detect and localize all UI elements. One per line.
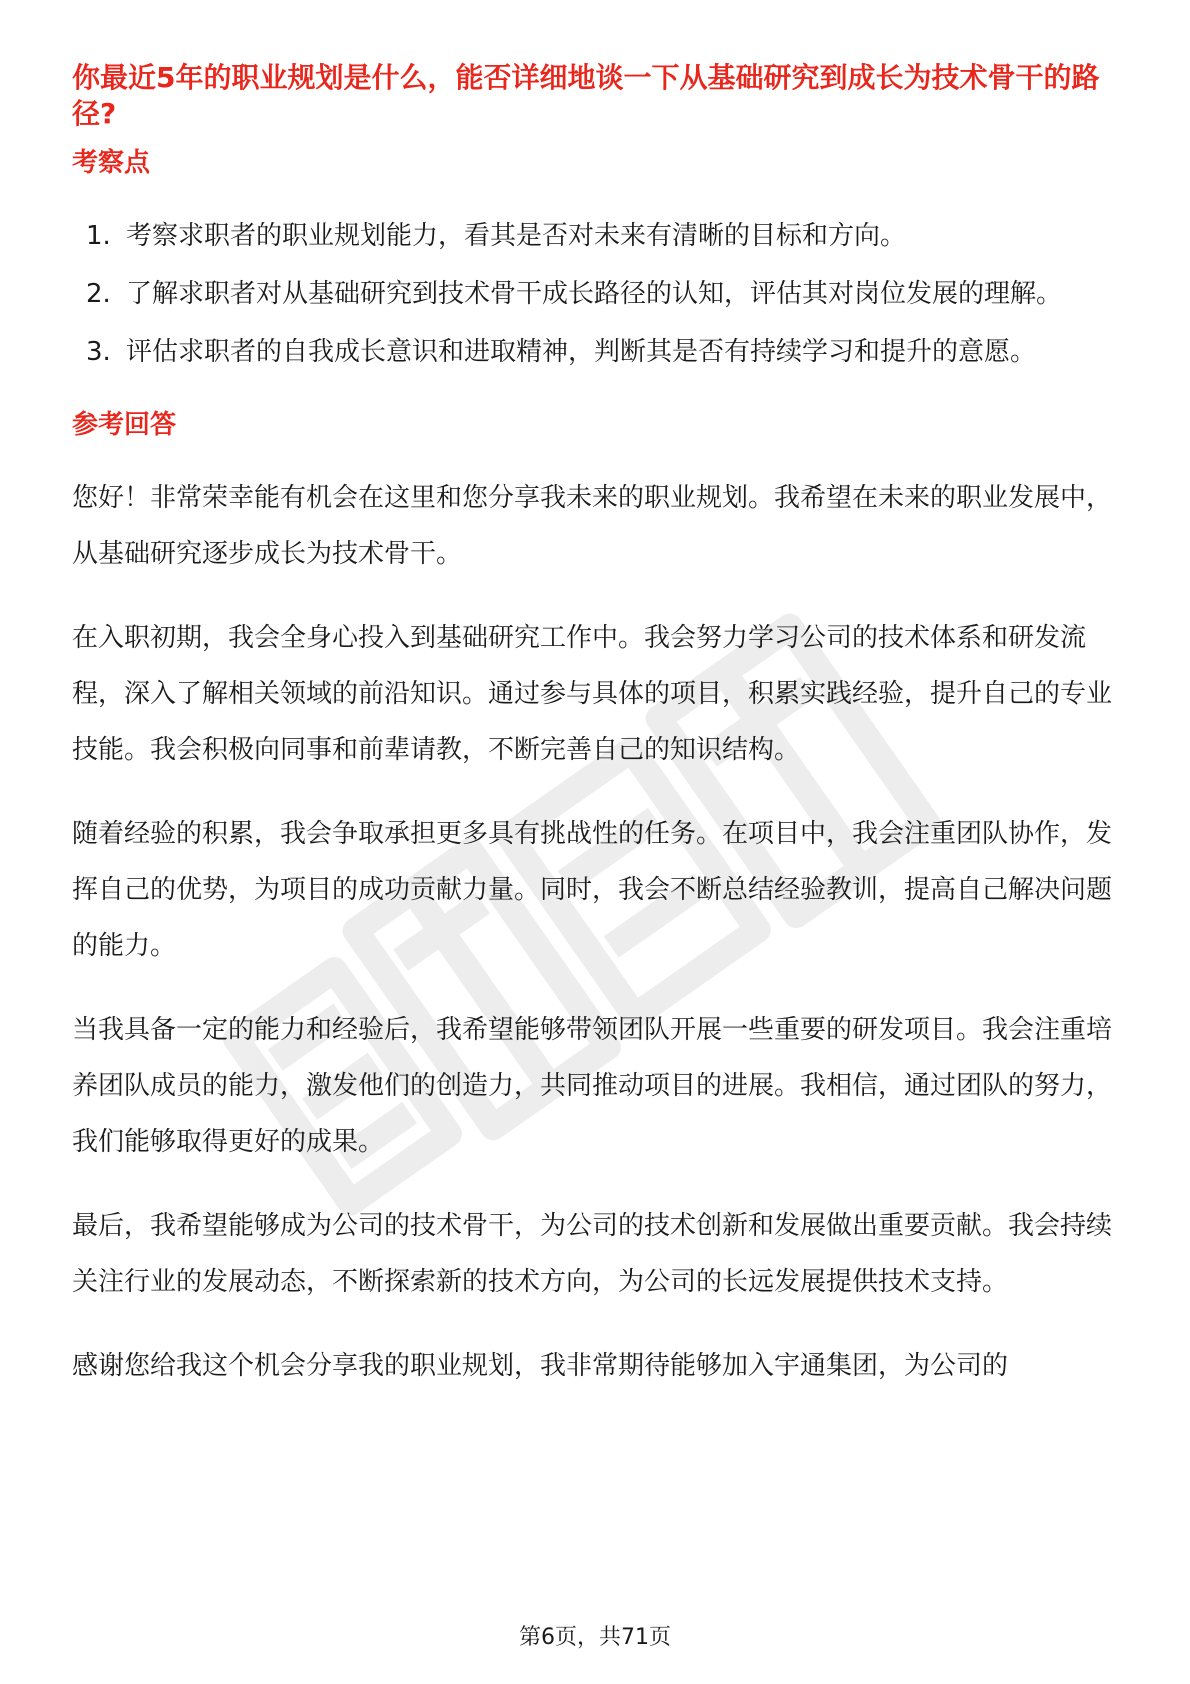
page-number-footer: 第6页，共71页 — [519, 1625, 671, 1650]
list-item-text: 考察求职者的职业规划能力，看其是否对未来有清晰的目标和方向。 — [126, 221, 907, 251]
list-item — [72, 266, 1122, 322]
document-content — [72, 60, 1122, 1422]
question-heading: 你最近5年的职业规划是什么，能否详细地谈一下从基础研究到成长为技术骨干的路径? — [72, 61, 1100, 130]
answer-paragraph: 在入职初期，我会全身心投入到基础研究工作中。我会努力学习公司的技术体系和研发流程，深入了解相关领域的前沿知识。通过参与具体的项目，积累实践经验，提升自己的专业技能。我会积极向同事和前辈请教，不断完善自己的知识结构。 — [72, 623, 1113, 765]
list-item-number: 2. — [86, 279, 111, 309]
answer-section-title: 参考回答 — [72, 410, 177, 440]
answer-paragraph: 随着经验的积累，我会争取承担更多具有挑战性的任务。在项目中，我会注重团队协作，发挥自己的优势，为项目的成功贡献力量。同时，我会不断总结经验教训，提高自己解决问题的能力。 — [72, 819, 1113, 961]
focus-points-list — [72, 208, 1122, 380]
list-item-text: 评估求职者的自我成长意识和进取精神，判断其是否有持续学习和提升的意愿。 — [126, 337, 1037, 367]
answer-paragraph: 当我具备一定的能力和经验后，我希望能够带领团队开展一些重要的研发项目。我会注重培养团队成员的能力，激发他们的创造力，共同推动项目的进展。我相信，通过团队的努力，我们能够取得更好的成果。 — [72, 1015, 1113, 1157]
list-item — [72, 208, 1122, 264]
answer-paragraph: 您好！非常荣幸能有机会在这里和您分享我未来的职业规划。我希望在未来的职业发展中，从基础研究逐步成长为技术骨干。 — [72, 483, 1113, 569]
list-item — [72, 324, 1122, 380]
answer-paragraph: 感谢您给我这个机会分享我的职业规划，我非常期待能够加入宇通集团，为公司的 — [72, 1351, 1009, 1381]
list-item-number: 1. — [86, 221, 111, 251]
list-item-text: 了解求职者对从基础研究到技术骨干成长路径的认知，评估其对岗位发展的理解。 — [126, 279, 1063, 309]
focus-section-title: 考察点 — [72, 148, 151, 178]
answer-paragraph: 最后，我希望能够成为公司的技术骨干，为公司的技术创新和发展做出重要贡献。我会持续关注行业的发展动态，不断探索新的技术方向，为公司的长远发展提供技术支持。 — [72, 1211, 1113, 1297]
list-item-number: 3. — [86, 337, 111, 367]
